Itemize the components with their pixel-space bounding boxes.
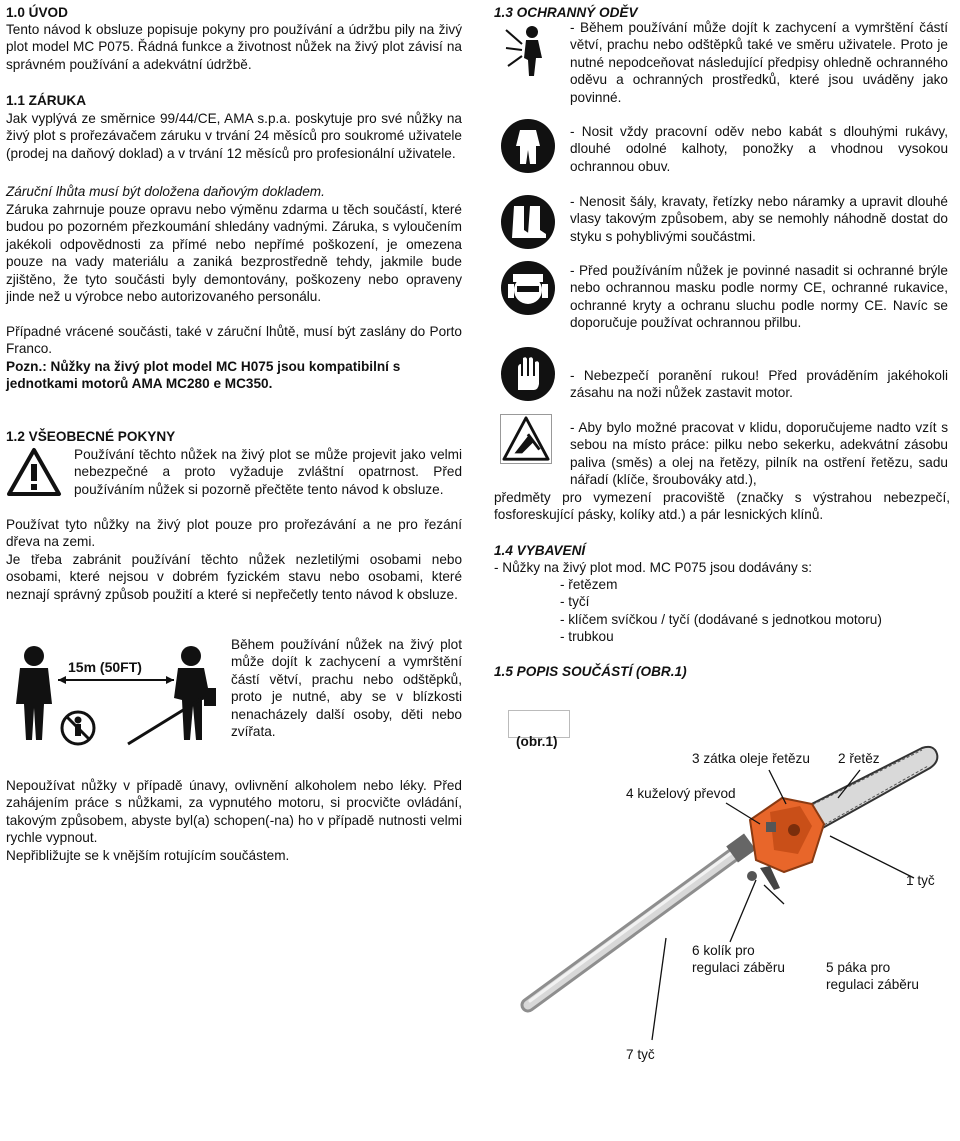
section-1-5-title: 1.5 POPIS SOUČÁSTÍ (OBR.1): [494, 664, 687, 679]
part-7-label: 7 tyč: [626, 1047, 655, 1062]
distance-label: 15m (50FT): [68, 659, 142, 675]
section-1-4-title: 1.4 VYBAVENÍ: [494, 543, 586, 558]
warranty-text-1: Jak vyplývá ze směrnice 99/44/CE, AMA s.p.a. poskytuje pro své nůžky na živý plot s prořezávačem záruku v trvání 24 měsíců pro soukromé uživatele (prodej na daňový doklad) a v trvání 12 měsíců pro profesionální uživatele.: [6, 111, 462, 161]
general-text-2: Je třeba zabránit používání těchto nůžek nezletilými osobami nebo osobami, které nejsou v dobrém fyzickém stavu nebo osobami, které neznají správný způsob použití a které si nepřečetly tento návod k obsluze.: [6, 552, 462, 602]
warning-triangle-icon: [6, 446, 62, 498]
part-6-label-line2: regulaci záběru: [692, 960, 785, 975]
part-4-label: 4 kuželový převod: [626, 786, 736, 801]
bystander-warning-text: Během používání nůžek na živý plot může dojít k zachycení a vymrštění částí větví, prachu nebo odštěpků, proto je nutné, aby se v blízkosti nenacházely další osoby, děti nebo zvířata.: [231, 637, 462, 740]
pole-shaft: [528, 833, 756, 1005]
protective-text-6a: - Aby bylo možné pracovat v klidu, doporučujeme nadto vzít s sebou na místo práce: pilku nebo sekerku, adekvátní zásobu paliva (směs) a olej na řetězy, pilník na ostření řetězu, sadu nářadí (klíče, šroubováky atd.),: [570, 420, 948, 488]
general-text-4: Nepřibližujte se k vnějším rotujícím součástem.: [6, 848, 290, 863]
work-clothing-icon: [500, 118, 556, 174]
part-2-label: 2 řetěz: [838, 751, 880, 766]
part-6-label-line1: 6 kolík pro: [692, 943, 755, 958]
protective-text-2: - Nosit vždy pracovní oděv nebo kabát s dlouhými rukávy, dlouhé odolné kalhoty, ponožky a vhodnou vysokou ochrannou obuv.: [570, 124, 948, 174]
protective-text-6b: předměty pro vymezení pracoviště (značky s výstrahou nebezpečí, fosforeskující pásky, kolíky atd.) a pár lesnických klínů.: [494, 490, 950, 523]
protective-text-1: - Během používání může dojít k zachycení a vymrštění částí větví, prachu nebo odštěpků také ve směru uživatele. Proto je nutné nepodceňovat následující předpisy ohledně ochranného oděvu a ochranných prostředků, které jsou uváděny jako povinné.: [570, 20, 948, 105]
figure-1: [494, 700, 950, 1140]
face-protection-icon: [500, 260, 556, 316]
no-children-sign-icon: [62, 712, 94, 744]
hand-injury-warning-icon: [500, 414, 552, 464]
section-1-3-title: 1.3 OCHRANNÝ ODĚV: [494, 5, 638, 20]
figure-caption: (obr.1): [516, 734, 558, 749]
safety-boots-icon: [500, 194, 556, 250]
warranty-text-3: Záruka zahrnuje pouze opravu nebo výměnu zdarma u těch součástí, které budou po pozorném přezkoumání shledány vadnými. Záruka, s vyloučením jakékoli odpovědnosti za přímé nebo nepřímé poškození, je omezena pouze na vady materiálu a zaniká bezprostředně tehdy, jakmile bude zjištěno, že tyto součásti byly demontovány, poškozeny nebo opraveny jinde než u výrobce nebo autorizovaného personálu.: [6, 202, 462, 305]
section-1-1-title: 1.1 ZÁRUKA: [6, 93, 87, 108]
equipment-item: - tyčí: [560, 594, 590, 610]
protective-text-5: - Nebezpečí poranění rukou! Před prováděním jakéhokoli zásahu na noži nůžek zastavit motor.: [570, 368, 948, 401]
warranty-text-4: Případné vrácené součásti, také v záruční lhůtě, musí být zaslány do Porto Franco.: [6, 324, 462, 357]
general-text-3: Nepoužívat nůžky v případě únavy, ovlivnění alkoholem nebo léky. Před zahájením práce s nůžkami, za vypnutého motoru, si procvičte ovládání, takovým způsobem, abyste byl(a) schopen(-na) ho v případě nutnosti velmi rychle vypnout.: [6, 778, 462, 846]
equipment-intro: - Nůžky na živý plot mod. MC P075 jsou dodávány s:: [494, 560, 813, 575]
equipment-list: [560, 576, 882, 646]
bystander-distance-illustration: [6, 636, 221, 748]
protective-text-3: - Nenosit šály, kravaty, řetízky nebo náramky a upravit dlouhé vlasy takovým způsobem, aby se nemohly náhodně dostat do styku s pohyblivými součástmi.: [570, 194, 948, 244]
section-1-2-title: 1.2 VŠEOBECNÉ POKYNY: [6, 429, 176, 444]
gearbox-housing: [750, 798, 824, 872]
bystander-figure-icon: [16, 646, 52, 740]
protective-text-4: - Před používáním nůžek je povinné nasadit si ochranné brýle nebo ochrannou masku podle normy CE, ochranné rukavice, ochranné kryty a ochranu sluchu podle normy CE. Navíc se doporučuje používat ochrannou přilbu.: [570, 263, 948, 331]
equipment-item: - trubkou: [560, 629, 614, 645]
compatibility-note: Pozn.: Nůžky na živý plot model MC H075 jsou kompatibilní s jednotkami motorů AMA MC280 e MC350.: [6, 359, 401, 392]
part-1-label: 1 tyč: [906, 873, 935, 888]
warranty-text-2: Záruční lhůta musí být doložena daňovým dokladem.: [6, 184, 325, 199]
general-warning-text: Používání těchto nůžek na živý plot se může projevit jako velmi nebezpečné a proto vyžaduje zvláštní opatrnost. Před používáním nůžek si pozorně přečtěte tento návod k obsluze.: [74, 447, 462, 497]
section-1-0-text: Tento návod k obsluze popisuje pokyny pro používání a údržbu pily na živý plot model MC P075. Řádná funkce a životnost nůžek na živý plot závisí na správném používání a adekvátní údržbě.: [6, 22, 462, 72]
equipment-item: - klíčem svíčkou / tyčí (dodávané s jednotkou motoru): [560, 611, 882, 627]
gloves-icon: [500, 346, 556, 402]
adjust-pin: [747, 871, 757, 881]
general-text-1: Používat tyto nůžky na živý plot pouze pro prořezávání a ne pro řezání dřeva na zemi.: [6, 517, 462, 550]
flying-debris-icon: [502, 22, 554, 80]
part-3-label: 3 zátka oleje řetězu: [692, 751, 810, 766]
equipment-item: - řetězem: [560, 577, 618, 592]
part-5-label-line1: 5 páka pro: [826, 960, 891, 975]
part-5-label-line2: regulaci záběru: [826, 977, 919, 992]
section-1-0-title: 1.0 ÚVOD: [6, 5, 68, 20]
